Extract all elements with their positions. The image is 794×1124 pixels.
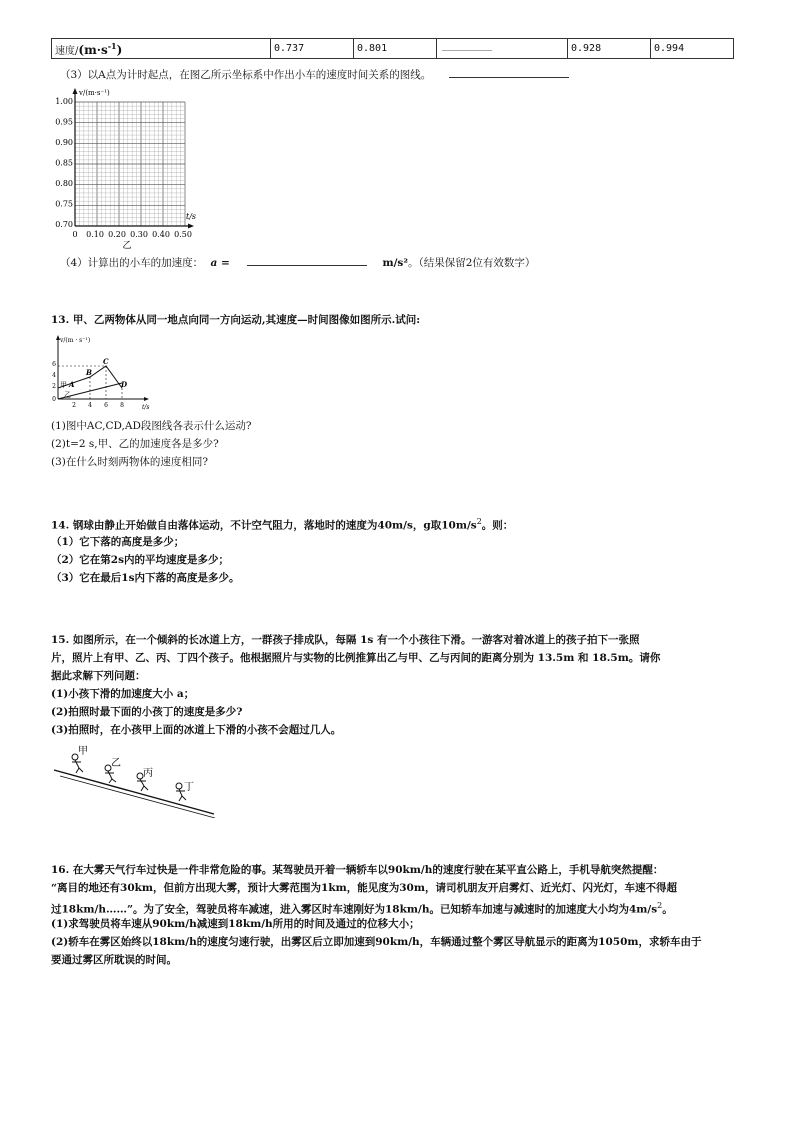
q12-part4-prefix: （4）计算出的小车的加速度：	[60, 257, 204, 269]
q16-sub1: (1)求驾驶员将车速从90km/h减速到18km/h所用的时间及通过的位移大小；	[51, 918, 420, 930]
x-tick-label: 0.20	[108, 230, 126, 239]
unit-s: s	[100, 42, 108, 57]
y-tick-label: 0.90	[55, 138, 73, 147]
graph13-ylabel: v/(m · s⁻¹)	[60, 337, 91, 344]
x-tick-label: 0.40	[152, 230, 170, 239]
y-tick-label: 6	[52, 361, 56, 368]
q14-stem	[51, 515, 513, 533]
y-tick-label: 1.00	[55, 97, 73, 106]
jia-label: 甲	[60, 381, 67, 389]
y-tick-label: 0.80	[55, 179, 73, 188]
y-tick-label: 0.75	[55, 199, 73, 209]
answer-blank[interactable]	[449, 77, 569, 78]
speed-cell: 0.801	[354, 39, 437, 59]
x-tick-label: 8	[120, 402, 124, 409]
q16-sub2: (2)轿车在雾区始终以18km/h的速度匀速行驶，出雾区后立即加速到90km/h，车辆通过整个雾区导航显示的距离为1050m，求轿车由于	[51, 936, 702, 948]
x-tick-label: 4	[88, 402, 92, 409]
speed-label: 速度/	[55, 45, 79, 57]
q12-part3	[60, 68, 569, 82]
q13-sub2: (2)t=2 s,甲、乙的加速度各是多少?	[51, 438, 219, 450]
acceleration-symbol: a =	[210, 257, 230, 269]
q15-sub1: (1)小孩下滑的加速度大小 a；	[51, 688, 195, 700]
y-tick-label: 0.70	[55, 220, 73, 229]
unit-label: m/s²	[382, 257, 408, 269]
x-tick-label: 0.10	[86, 230, 104, 239]
kid-yi-label: 乙	[111, 758, 121, 769]
y-tick-label: 0	[52, 396, 56, 403]
q16-line3-text: 过18km/h……”。为了安全，驾驶员将车减速，进入雾区时车速刚好为18km/h。已知轿车加速与减速时的加速度大小均为4m/s	[51, 903, 658, 916]
graph-yi	[48, 86, 208, 252]
speed-cell: 0.928	[568, 39, 651, 59]
q15-sub3: (3)拍照时，在小孩甲上面的冰道上下滑的小孩不会超过几人。	[51, 724, 342, 736]
q16-line3-sup: 2	[657, 901, 663, 910]
answer-blank[interactable]	[247, 265, 367, 266]
q14-stem-sup: 2	[476, 517, 482, 526]
speed-cell: 0.737	[271, 39, 354, 59]
graph-yi-grid	[75, 102, 185, 226]
q14-stem-text: 14. 钢球由静止开始做自由落体运动，不计空气阻力，落地时的速度为40m/s，g取10m/s	[51, 519, 477, 532]
q15-line1: 15. 如图所示，在一个倾斜的长冰道上方，一群孩子排成队，每隔 1s 有一个小孩往下滑。一游客对着冰道上的孩子拍下一张照	[51, 634, 640, 646]
x-tick-label: 0.50	[174, 230, 192, 239]
graph-yi-caption: 乙	[122, 241, 132, 251]
x-tick-label: 2	[72, 402, 76, 409]
speed-blank-cell[interactable]	[437, 39, 568, 59]
q16-line3	[51, 899, 673, 917]
graph-yi-ylabel: v/(m·s⁻¹)	[79, 89, 110, 97]
x-tick-label: 0	[72, 230, 78, 239]
point-c-label: C	[103, 357, 109, 366]
q13-sub1: (1)图中AC,CD,AD段图线各表示什么运动?	[51, 420, 252, 432]
q15-sub2: (2)拍照时最下面的小孩丁的速度是多少?	[51, 706, 243, 718]
x-tick-label: 0.30	[130, 230, 148, 239]
arrow-right-icon	[188, 224, 194, 229]
x-tick-label: 6	[104, 402, 108, 409]
q16-line3-end: 。	[662, 903, 673, 916]
q12-part4-note: 。（结果保留2位有效数字）	[407, 257, 536, 269]
point-a-label: A	[69, 380, 75, 389]
arrow-up-icon	[73, 88, 78, 94]
q15-line3: 据此求解下列问题：	[51, 670, 146, 682]
point-d-label: D	[121, 380, 128, 389]
kid-jia-label: 甲	[78, 746, 88, 757]
arrow-right-icon	[144, 397, 149, 401]
graph13-xlabel: t/s	[142, 404, 150, 411]
q16-sub2-cont: 要通过雾区所耽误的时间。	[51, 954, 177, 966]
q12-part3-text: （3）以A点为计时起点，在图乙所示坐标系中作出小车的速度时间关系的图线。	[60, 69, 432, 81]
graph-13	[50, 333, 160, 413]
point-b-label: B	[86, 368, 92, 377]
unit-exp: -1	[107, 40, 117, 51]
kid-ding-label: 丁	[184, 782, 194, 793]
speed-table	[51, 38, 734, 59]
q12-part4	[60, 256, 535, 270]
y-tick-label: 4	[52, 372, 56, 379]
q13-sub3: (3)在什么时刻两物体的速度相同?	[51, 456, 209, 468]
q14-sub3: （3）它在最后1s内下落的高度是多少。	[51, 572, 240, 584]
speed-cell: 0.994	[651, 39, 734, 59]
q13-stem: 13. 甲、乙两物体从同一地点向同一方向运动,其速度—时间图像如图所示.试问:	[51, 314, 421, 326]
q16-line1: 16. 在大雾天气行车过快是一件非常危险的事。某驾驶员开着一辆轿车以90km/h的速度行驶在某平直公路上，手机导航突然提醒：	[51, 864, 664, 876]
q15-line2: 片，照片上有甲、乙、丙、丁四个孩子。他根据照片与实物的比例推算出乙与甲、乙与丙间的距离分别为 13.5m 和 18.5m。请你	[51, 652, 661, 664]
q14-stem-end: 。则：	[481, 519, 514, 532]
y-tick-label: 0.85	[55, 158, 73, 168]
yi-label: 乙	[64, 391, 71, 399]
speed-label-cell: 速度$/(m\cdot s^{-1})$	[52, 39, 271, 59]
q14-sub2: （2）它在第2s内的平均速度是多少；	[51, 554, 230, 566]
kid-bing-label: 丙	[143, 768, 153, 779]
y-tick-label: 0.95	[55, 117, 73, 127]
ice-slope-figure	[50, 740, 220, 818]
unit-m: m	[84, 42, 97, 57]
table-row	[52, 39, 734, 59]
graph-yi-xlabel: t/s	[186, 212, 197, 221]
q14-sub1: （1）它下落的高度是多少；	[51, 536, 185, 548]
y-tick-label: 2	[52, 383, 56, 390]
q16-line2: “离目的地还有30km，但前方出现大雾，预计大雾范围为1km，能见度为30m，请司机朋友开启雾灯、近光灯、闪光灯，车速不得超	[51, 882, 677, 894]
